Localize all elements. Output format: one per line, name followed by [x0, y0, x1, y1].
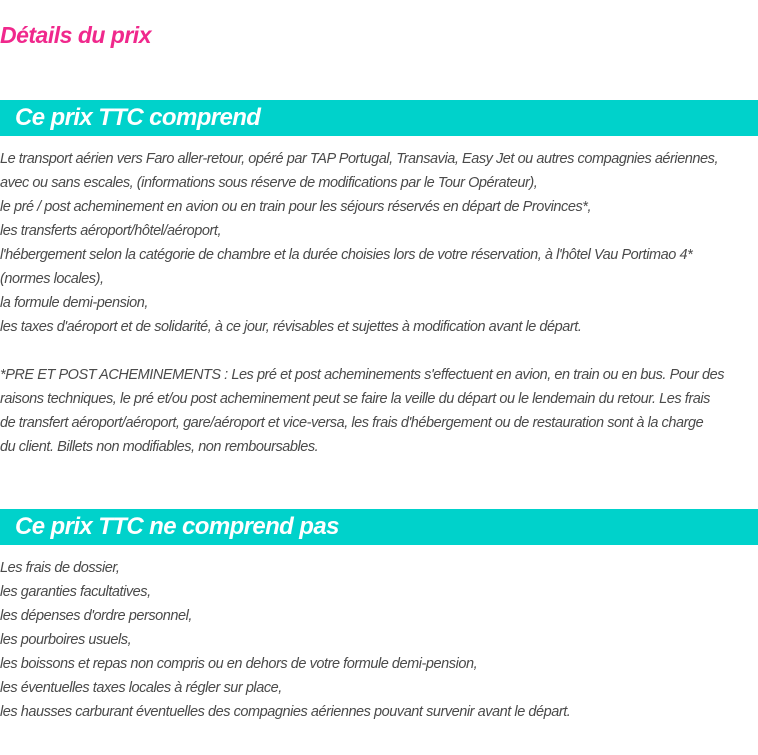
- page-title: Détails du prix: [0, 22, 151, 48]
- list-item: les garanties facultatives,: [0, 584, 151, 600]
- list-item: les éventuelles taxes locales à régler sur place,: [0, 680, 282, 696]
- list-item: la formule demi-pension,: [0, 295, 148, 311]
- list-item: les taxes d'aéroport et de solidarité, à ce jour, révisables et sujettes à modification avant le départ.: [0, 319, 582, 335]
- list-item: le pré / post acheminement en avion ou en train pour les séjours réservés en départ de Provinces*,: [0, 199, 592, 215]
- list-item: Le transport aérien vers Faro aller-retour, opéré par TAP Portugal, Transavia, Easy Jet ou autres compagnies aériennes,: [0, 151, 719, 167]
- list-item: (normes locales),: [0, 271, 104, 287]
- acheminement-note: [0, 363, 758, 459]
- section-heading-excluded: Ce prix TTC ne comprend pas: [15, 513, 339, 540]
- note-line: de transfert aéroport/aéroport, gare/aéroport et vice-versa, les frais d'hébergement ou de restauration sont à la charge: [0, 415, 704, 431]
- note-line: *PRE ET POST ACHEMINEMENTS : Les pré et post acheminements s'effectuent en avion, en train ou en bus. Pour des: [0, 367, 725, 383]
- section-header-excluded: [0, 509, 758, 545]
- list-item: les boissons et repas non compris ou en dehors de votre formule demi-pension,: [0, 656, 478, 672]
- list-item: les pourboires usuels,: [0, 632, 132, 648]
- section-heading-included: Ce prix TTC comprend: [15, 104, 261, 131]
- note-line: raisons techniques, le pré et/ou post acheminement peut se faire la veille du départ ou le lendemain du retour. Les frais: [0, 391, 710, 407]
- list-item: les transferts aéroport/hôtel/aéroport,: [0, 223, 222, 239]
- list-item: les dépenses d'ordre personnel,: [0, 608, 192, 624]
- list-item: Les frais de dossier,: [0, 560, 120, 576]
- included-list: [0, 147, 758, 339]
- note-line: du client. Billets non modifiables, non remboursables.: [0, 439, 319, 455]
- list-item: avec ou sans escales, (informations sous réserve de modifications par le Tour Opérateur),: [0, 175, 538, 191]
- list-item: les hausses carburant éventuelles des compagnies aériennes pouvant survenir avant le départ.: [0, 704, 571, 720]
- list-item: l'hébergement selon la catégorie de chambre et la durée choisies lors de votre réservation, à l'hôtel Vau Portimao 4*: [0, 247, 693, 263]
- section-header-included: [0, 100, 758, 136]
- excluded-list: [0, 556, 758, 724]
